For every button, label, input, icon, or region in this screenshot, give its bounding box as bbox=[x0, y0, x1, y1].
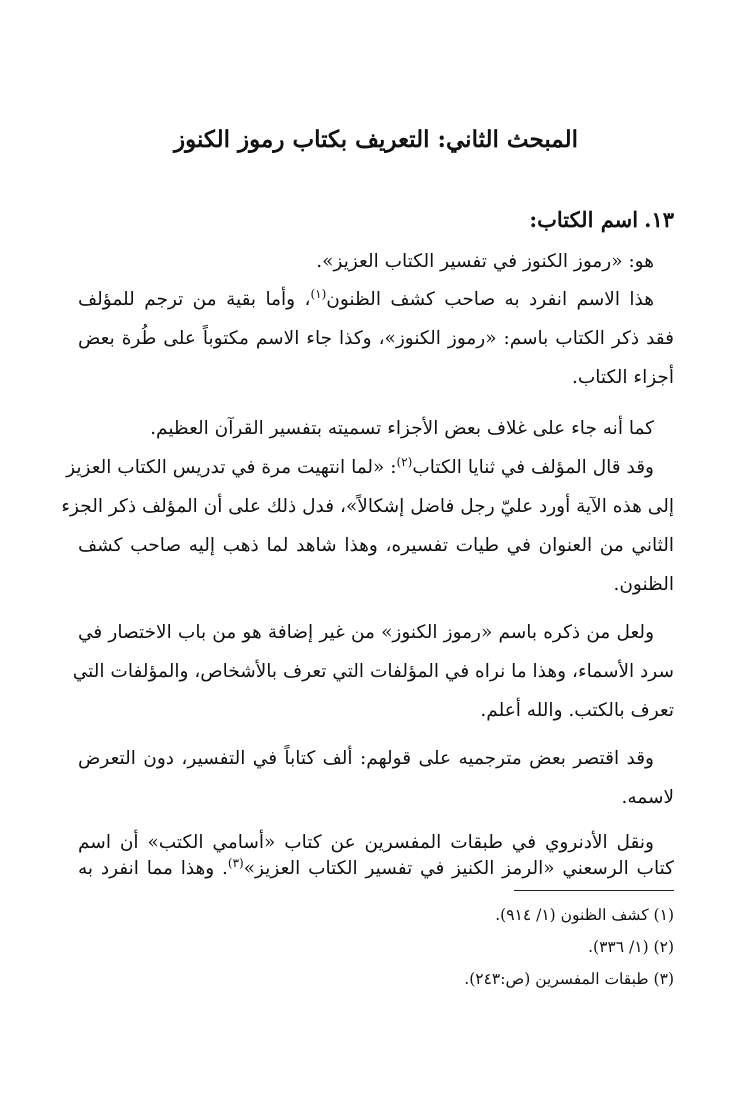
section-number: ١٣. bbox=[644, 207, 674, 232]
paragraph-line: الثاني من العنوان في طيات تفسيره، وهذا شاهد لما ذهب إليه صاحب كشف bbox=[78, 535, 674, 556]
paragraph-line: تعرف بالكتب. والله أعلم. bbox=[480, 700, 674, 721]
paragraph-line: وقد اقتصر بعض مترجميه على قولهم: ألف كتاباً في التفسير، دون التعرض bbox=[78, 748, 654, 769]
footnote: (١) كشف الظنون (١/ ٩١٤). bbox=[495, 906, 674, 924]
footnote-ref: (٣) bbox=[227, 855, 244, 870]
text-run: : «لما انتهيت مرة في تدريس الكتاب العزيز bbox=[66, 457, 397, 478]
document-page bbox=[61, 0, 674, 1107]
section-title-text: اسم الكتاب: bbox=[529, 207, 639, 232]
footnote-ref: (٢) bbox=[396, 454, 413, 469]
paragraph-line: هو: «رموز الكنوز في تفسير الكتاب العزيز». bbox=[316, 251, 654, 272]
footnote-divider bbox=[514, 890, 674, 891]
paragraph-line: إلى هذه الآية أورد عليّ رجل فاضل إشكالاً»، فدل ذلك على أن المؤلف ذكر الجزء bbox=[61, 496, 674, 517]
paragraph-line: سرد الأسماء، وهذا ما نراه في المؤلفات التي تعرف بالأشخاص، والمؤلفات التي bbox=[72, 661, 674, 682]
text-run: كتاب الرسعني «الرمز الكنيز في تفسير الكتاب العزيز» bbox=[243, 858, 674, 879]
text-run: وقد قال المؤلف في ثنايا الكتاب bbox=[412, 457, 654, 478]
paragraph-line bbox=[66, 449, 654, 487]
footnote: (٢) (١/ ٣٣٦). bbox=[588, 938, 674, 956]
paragraph-line: ولعل من ذكره باسم «رموز الكنوز» من غير إضافة هو من باب الاختصار في bbox=[78, 622, 654, 643]
footnote-ref: (١) bbox=[310, 286, 327, 301]
section-title bbox=[529, 200, 674, 240]
paragraph-line: الظنون. bbox=[613, 574, 674, 595]
text-run: هذا الاسم انفرد به صاحب كشف الظنون bbox=[326, 289, 654, 310]
paragraph-line: لاسمه. bbox=[621, 787, 674, 808]
chapter-heading: المبحث الثاني: التعريف بكتاب رموز الكنوز bbox=[174, 126, 578, 153]
paragraph-line bbox=[78, 281, 654, 319]
text-run: . وهذا مما انفرد به bbox=[78, 858, 228, 879]
paragraph-line: كما أنه جاء على غلاف بعض الأجزاء تسميته بتفسير القرآن العظيم. bbox=[150, 418, 654, 439]
paragraph-line: أجزاء الكتاب. bbox=[571, 367, 674, 388]
footnote: (٣) طبقات المفسرين (ص:٢٤٣). bbox=[464, 970, 674, 988]
text-run: ، وأما بقية من ترجم للمؤلف bbox=[78, 289, 311, 310]
paragraph-line: فقد ذكر الكتاب باسم: «رموز الكنوز»، وكذا جاء الاسم مكتوباً على طُرة بعض bbox=[78, 328, 674, 349]
paragraph-line: ونقل الأدنروي في طبقات المفسرين عن كتاب «أسامي الكتب» أن اسم bbox=[78, 832, 654, 853]
paragraph-line bbox=[78, 850, 674, 888]
